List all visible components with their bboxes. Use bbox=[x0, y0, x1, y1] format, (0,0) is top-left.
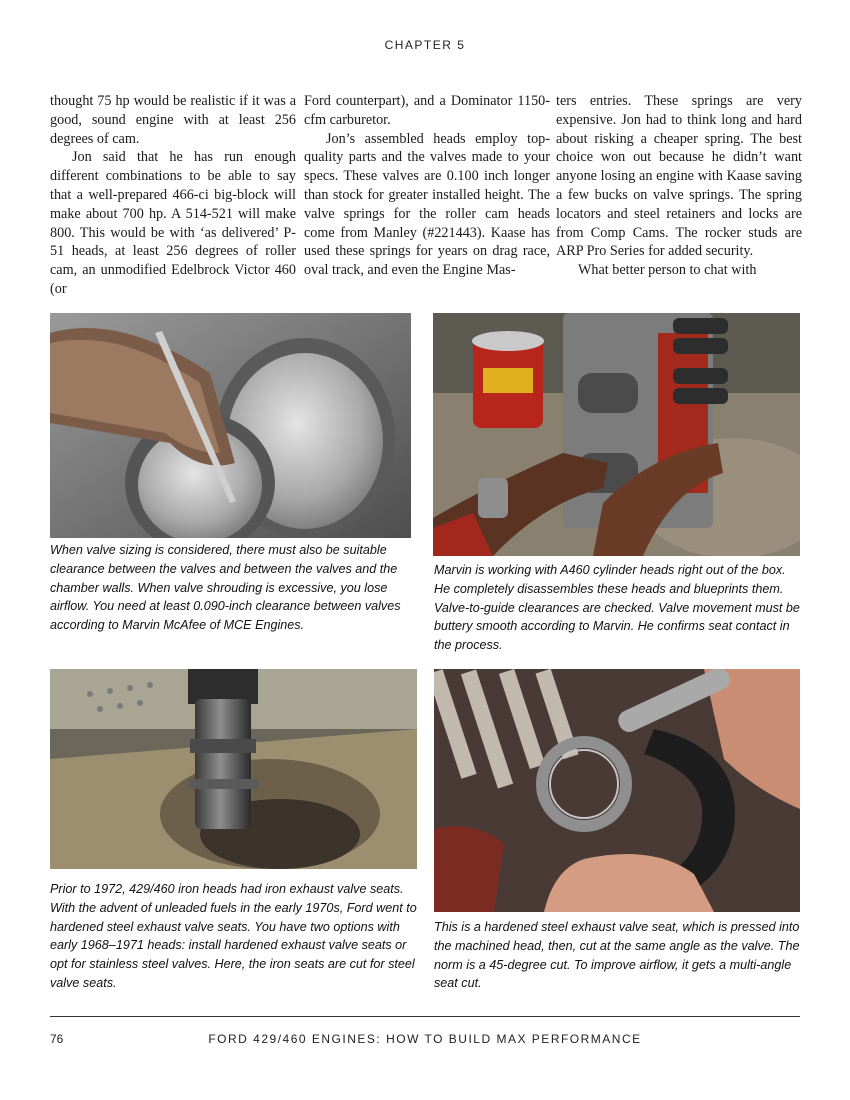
body-column-2 bbox=[304, 92, 550, 280]
page-number: 76 bbox=[50, 1032, 64, 1046]
paragraph: What better person to chat with bbox=[578, 262, 757, 279]
paragraph: ters entries. These springs are very expensive. Jon had to think long and hard about risking a cheaper spring. The best choice won out because he didn’t want anyone losing an engine with Kaase saving a few bucks on valve springs. The spring locators and steel retainers and locks are from Comp Cams. The rocker studs are ARP Pro Series for added security. bbox=[556, 93, 802, 260]
paragraph: Jon said that he has run enough different combinations to be able to say that a well-prepared 466-ci big-block will make about 700 hp. A 514-521 will make 800. This would be with ‘as delivered’ P-51 heads, at least 256 degrees of roller cam, an unmodified Edelbrock Victor 460 (or bbox=[50, 149, 296, 297]
photo-cylinder-head-blueprint bbox=[433, 313, 800, 556]
caption-photo-4: This is a hardened steel exhaust valve seat, which is pressed into the machined head, then, cut at the same angle as the valve. The norm is a 45-degree cut. To improve airflow, it gets a multi-angle seat cut. bbox=[434, 920, 800, 991]
body-column-1 bbox=[50, 92, 296, 299]
caption-photo-3: Prior to 1972, 429/460 iron heads had iron exhaust valve seats. With the advent of unleaded fuels in the early 1970s, Ford went to hardened steel exhaust valve seats. You have two options with early 1968–1971 heads: install hardened exhaust valve seats or opt for stainless steel valves. Here, the iron seats are cut for steel valve seats. bbox=[50, 882, 417, 990]
body-column-3 bbox=[556, 92, 802, 280]
caption-photo-2: Marvin is working with A460 cylinder heads right out of the box. He completely disassembles these heads and blueprints them. Valve-to-guide clearances are checked. Valve movement must be buttery smooth according to Marvin. He confirms seat contact in the process. bbox=[434, 563, 800, 653]
book-title: FORD 429/460 ENGINES: HOW TO BUILD MAX PERFORMANCE bbox=[208, 1032, 642, 1046]
paragraph: Ford counterpart), and a Dominator 1150-cfm carburetor. bbox=[304, 93, 550, 128]
photo-seat-cutting bbox=[50, 669, 417, 869]
chapter-header: CHAPTER 5 bbox=[384, 38, 466, 52]
footer-divider bbox=[50, 1016, 800, 1017]
photo-micrometer-seat bbox=[434, 669, 800, 912]
paragraph: Jon’s assembled heads employ top-quality parts and the valves made to your specs. These valves are 0.100 inch longer than stock for greater installed height. The valve springs for the roller cam heads come from Manley (#221443). Kaase has used these springs for years on drag race, oval track, and even the Engine Mas- bbox=[304, 130, 550, 279]
photo-valve-clearance bbox=[50, 313, 411, 538]
paragraph: thought 75 hp would be realistic if it was a good, sound engine with at least 256 degrees of cam. bbox=[50, 93, 296, 147]
caption-photo-1: When valve sizing is considered, there must also be suitable clearance between the valves and between the valves and the chamber walls. When valve shrouding is excessive, you lose airflow. You need at least 0.090-inch clearance between valves according to Marvin McAfee of MCE Engines. bbox=[50, 543, 401, 633]
